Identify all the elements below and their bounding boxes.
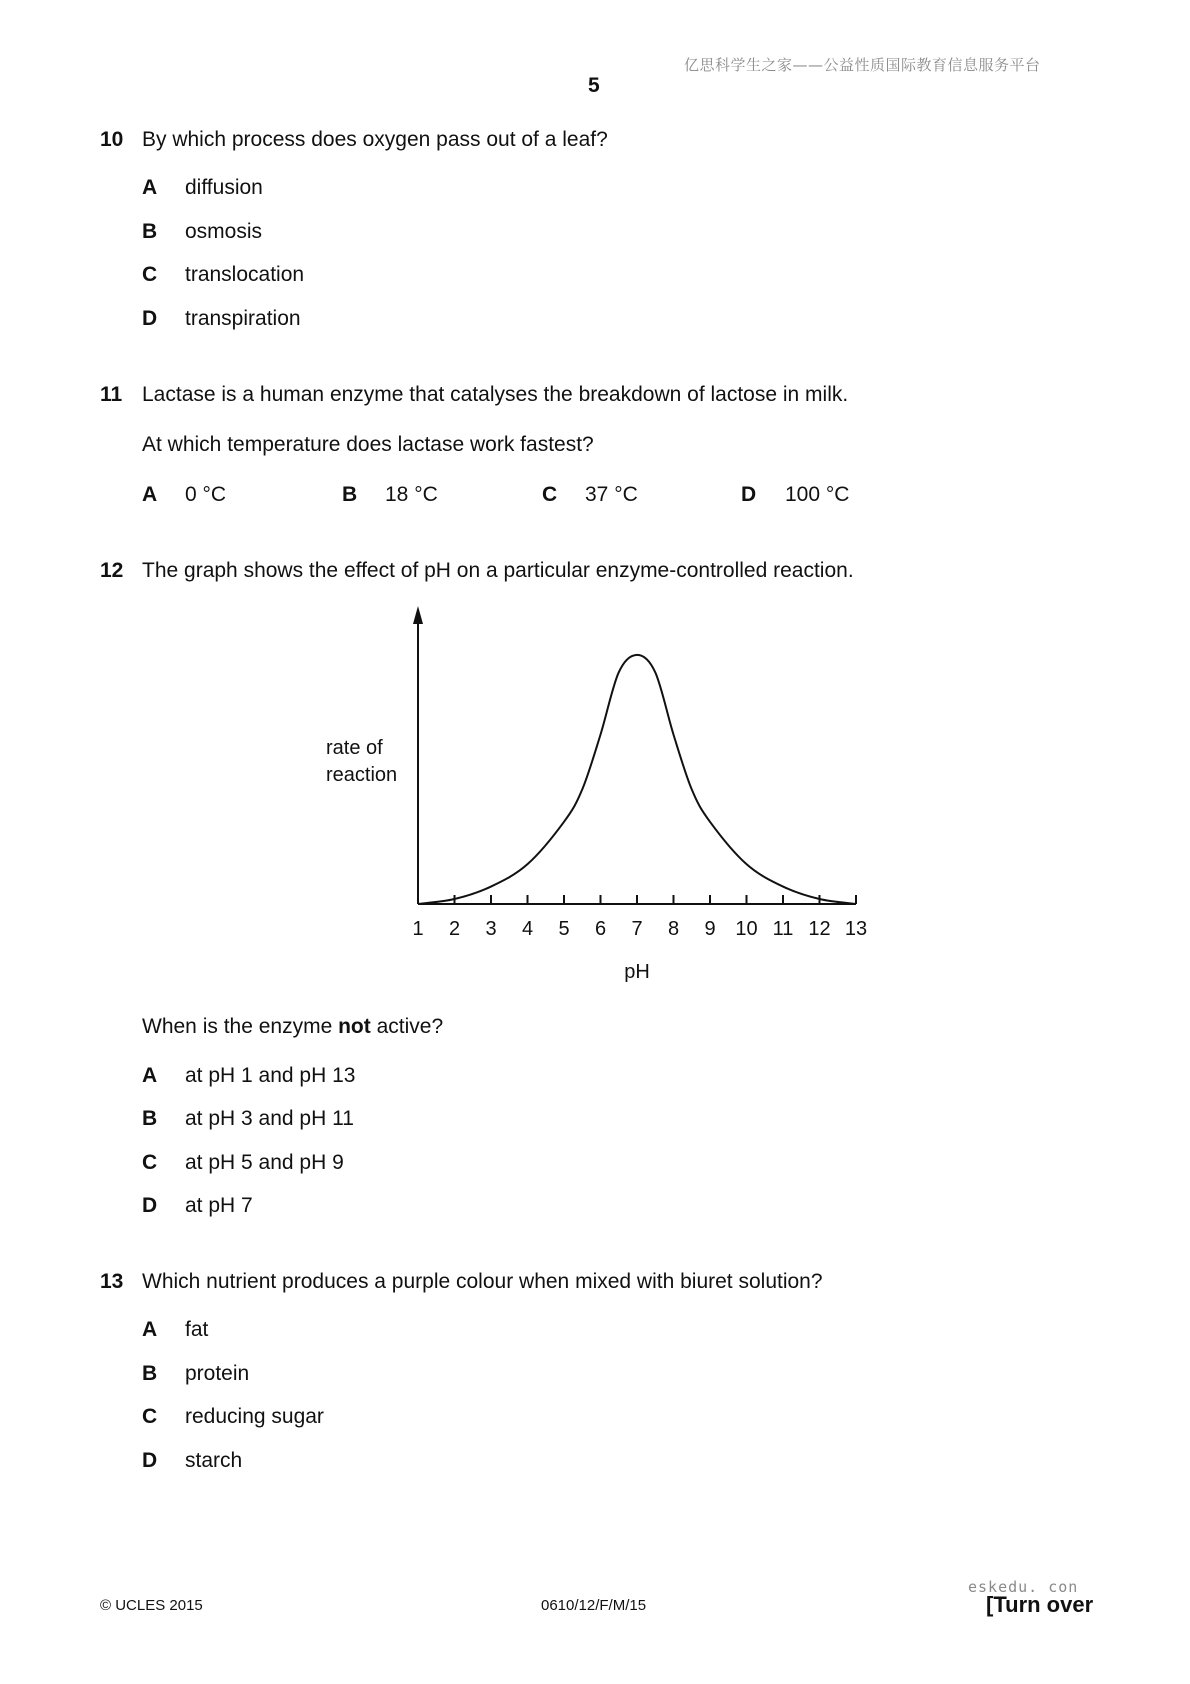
option-text: protein [185, 1362, 250, 1385]
y-axis-label-line: rate of [326, 737, 383, 759]
x-tick-label: 4 [521, 918, 534, 940]
question-number: 12 [100, 559, 124, 582]
x-tick-label: 6 [594, 918, 607, 940]
option-letter: B [342, 483, 358, 506]
turn-over-label: [Turn over [986, 1592, 1094, 1617]
question-stem: Which nutrient produces a purple colour when mixed with biuret solution? [142, 1270, 823, 1293]
option-letter: B [142, 1362, 158, 1385]
option-letter: D [142, 307, 158, 330]
option-text: 37 °C [585, 483, 638, 506]
option-text: 18 °C [385, 483, 438, 506]
x-tick-label: 3 [485, 918, 497, 940]
option-letter: C [142, 263, 158, 286]
option-letter: A [142, 1064, 158, 1087]
footer-watermark: eskedu. con [968, 1578, 1079, 1596]
option-letter: D [142, 1449, 158, 1472]
option-letter: A [142, 483, 158, 506]
option-letter: C [542, 483, 558, 506]
footer-paper-code: 0610/12/F/M/15 [541, 1597, 647, 1614]
option-text: starch [185, 1449, 243, 1472]
option-letter: B [142, 220, 158, 243]
option-text: at pH 7 [185, 1194, 253, 1217]
stem-part: active? [370, 1015, 444, 1038]
rate-curve [418, 655, 856, 904]
x-tick-label: 7 [631, 918, 643, 940]
option-letter: B [142, 1107, 158, 1130]
footer-copyright: © UCLES 2015 [100, 1597, 203, 1614]
x-tick-label: 11 [772, 918, 794, 940]
question-number: 11 [100, 383, 123, 406]
option-text: at pH 5 and pH 9 [185, 1151, 344, 1174]
x-tick-label: 9 [704, 918, 716, 940]
question-number: 13 [100, 1270, 124, 1293]
question-stem: The graph shows the effect of pH on a particular enzyme-controlled reaction. [142, 559, 854, 582]
option-text: transpiration [185, 307, 301, 330]
question-stem: By which process does oxygen pass out of a leaf? [142, 128, 608, 151]
x-tick-label: 10 [735, 918, 758, 940]
option-text: diffusion [185, 176, 263, 199]
option-text: at pH 3 and pH 11 [185, 1107, 354, 1130]
x-tick-label: 1 [412, 918, 424, 940]
option-letter: C [142, 1405, 158, 1428]
option-letter: A [142, 1318, 158, 1341]
option-text: at pH 1 and pH 13 [185, 1064, 356, 1087]
question-number: 10 [100, 128, 124, 151]
x-axis-label: pH [624, 961, 650, 983]
option-text: translocation [185, 263, 305, 286]
option-letter: A [142, 176, 158, 199]
stem-emphasis: not [338, 1015, 371, 1038]
question-stem: Lactase is a human enzyme that catalyses the breakdown of lactose in milk. [142, 383, 849, 406]
option-text: reducing sugar [185, 1405, 324, 1428]
option-text: osmosis [185, 220, 263, 243]
y-axis-label-line: reaction [326, 764, 398, 786]
stem-part: When is the enzyme [142, 1015, 339, 1038]
question-stem-secondary: At which temperature does lactase work fastest? [142, 433, 594, 456]
option-text: 0 °C [185, 483, 227, 506]
x-tick-label: 12 [808, 918, 831, 940]
page-number: 5 [588, 74, 600, 97]
x-tick-label: 13 [844, 918, 868, 940]
x-tick-label: 2 [448, 918, 461, 940]
x-tick-label: 8 [667, 918, 680, 940]
option-letter: C [142, 1151, 158, 1174]
option-text: 100 °C [785, 483, 850, 506]
header-watermark: 亿思科学生之家——公益性质国际教育信息服务平台 [684, 56, 1041, 74]
option-letter: D [741, 483, 757, 506]
option-letter: D [142, 1194, 158, 1217]
x-tick-label: 5 [558, 918, 570, 940]
question-stem-secondary [142, 1015, 443, 1039]
option-text: fat [185, 1318, 209, 1341]
y-axis-arrow [413, 606, 423, 624]
